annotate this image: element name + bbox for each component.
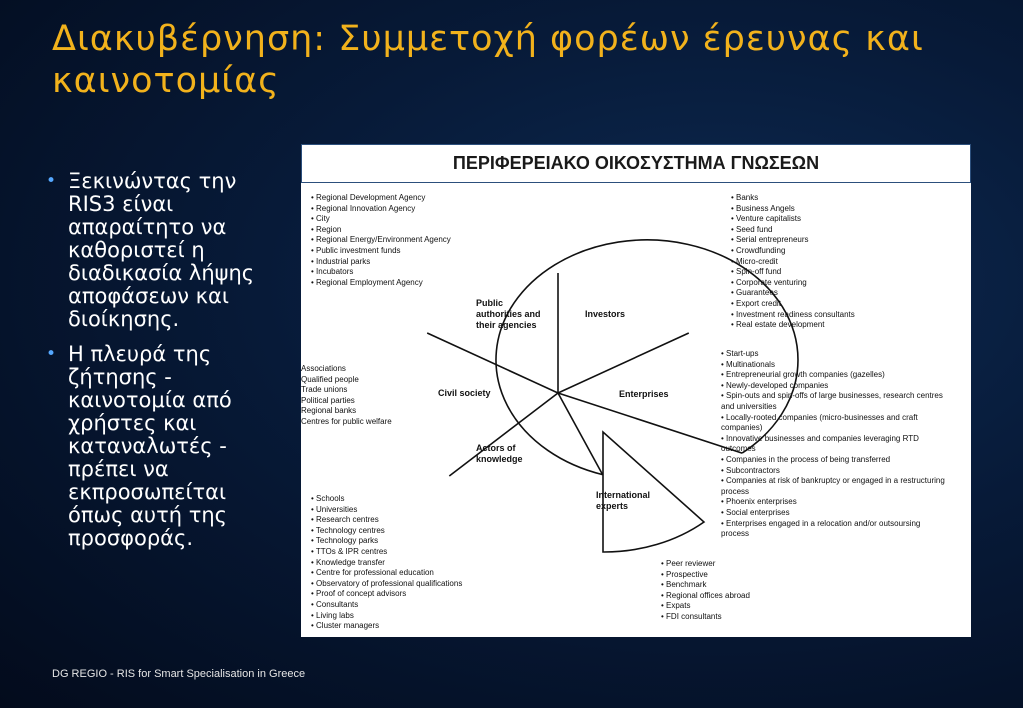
list-item: • Newly-developed companies xyxy=(721,380,829,390)
slide-footer: DG REGIO - RIS for Smart Specialisation in Greece xyxy=(52,668,306,680)
list-item: • Companies at risk of bankruptcy or engaged in a restructuring xyxy=(721,476,945,486)
list-item: • City xyxy=(311,214,330,224)
actors-of-knowledge-list xyxy=(311,494,462,632)
list-item: • Benchmark xyxy=(661,580,707,590)
segment-label-international: International xyxy=(596,490,651,500)
list-item: • Region xyxy=(311,224,342,234)
list-item: Associations xyxy=(301,364,346,373)
bullet-item xyxy=(46,343,276,550)
list-item: • Technology parks xyxy=(311,536,379,546)
bullet-dot-icon: • xyxy=(46,344,57,364)
list-item: • Incubators xyxy=(311,267,354,277)
list-item: • Spin-off fund xyxy=(731,267,782,277)
list-item: • Business Angels xyxy=(731,203,795,213)
list-item: • Social enterprises xyxy=(721,507,790,517)
list-item: Centres for public welfare xyxy=(301,416,392,426)
segment-divider xyxy=(558,333,689,393)
list-item: • Banks xyxy=(731,193,759,202)
list-item: • Enterprises engaged in a relocation and/or outsoursing xyxy=(721,518,921,528)
list-item: • Venture capitalists xyxy=(731,214,801,224)
list-item: • Regional Employment Agency xyxy=(311,277,423,287)
ecosystem-diagram xyxy=(301,144,971,637)
list-item: • Expats xyxy=(661,601,691,611)
segment-label-civil-society: Civil society xyxy=(438,388,491,398)
list-item: • Regional Innovation Agency xyxy=(311,203,416,213)
list-item: • Companies in the process of being transferred xyxy=(721,454,891,464)
list-item: • Investment readiness consultants xyxy=(731,309,855,319)
list-item: • Guarantees xyxy=(731,288,778,298)
list-item: • Regional Energy/Environment Agency xyxy=(311,235,451,245)
list-item: • Knowledge transfer xyxy=(311,557,385,567)
list-item: Trade unions xyxy=(301,385,348,395)
list-item: • TTOs & IPR centres xyxy=(311,546,388,556)
list-item: • Regional offices abroad xyxy=(661,590,750,600)
segment-divider xyxy=(427,333,558,393)
list-item: • Cluster managers xyxy=(311,621,380,631)
international-experts-list xyxy=(661,559,750,623)
list-item: • Observatory of professional qualifications xyxy=(311,578,463,588)
list-item: • Consultants xyxy=(311,599,359,609)
list-item: • Real estate development xyxy=(731,320,825,330)
enterprises-list xyxy=(721,349,945,540)
bullet-dot-icon: • xyxy=(46,171,57,191)
list-item: Political parties xyxy=(301,395,355,405)
list-item: • Peer reviewer xyxy=(661,559,716,568)
list-item: • Export credit xyxy=(731,298,781,308)
segment-label-public: their agencies xyxy=(476,320,537,330)
list-item: and universities xyxy=(721,401,777,411)
list-item: • Innovative businesses and companies leveraging RTD xyxy=(721,433,919,443)
segment-label-enterprises: Enterprises xyxy=(619,389,669,399)
list-item: outcomes xyxy=(721,444,756,454)
bullet-item xyxy=(46,170,276,331)
list-item: • Serial entrepreneurs xyxy=(731,235,809,245)
list-item: • Seed fund xyxy=(731,224,773,234)
list-item: process xyxy=(721,486,750,496)
list-item: • Public investment funds xyxy=(311,245,401,255)
list-item: • Corporate venturing xyxy=(731,277,807,287)
bullet-text: Ξεκινώντας την RIS3 είναι απαραίτητο να καθοριστεί η διαδικασία λήψης αποφάσεων και διοίκησης. xyxy=(68,169,255,331)
list-item: • Universities xyxy=(311,504,358,514)
list-item: • Start-ups xyxy=(721,349,759,358)
segment-label-international: experts xyxy=(596,501,629,511)
investors-list xyxy=(731,193,855,331)
bullet-list xyxy=(46,170,276,562)
list-item: • Technology centres xyxy=(311,525,385,535)
list-item: • Phoenix enterprises xyxy=(721,497,797,507)
list-item: Regional banks xyxy=(301,406,357,416)
list-item: • Schools xyxy=(311,494,345,503)
list-item: • Multinationals xyxy=(721,359,775,369)
list-item: • Entrepreneurial growth companies (gazelles) xyxy=(721,370,885,380)
list-item: • Micro-credit xyxy=(731,256,778,266)
list-item: • Regional Development Agency xyxy=(311,193,426,202)
public-authorities-list xyxy=(311,193,451,288)
segment-label-knowledge: knowledge xyxy=(476,454,523,464)
segment-label-investors: Investors xyxy=(585,309,626,319)
list-item: • Centre for professional education xyxy=(311,568,434,578)
list-item: • Industrial parks xyxy=(311,256,371,266)
list-item: • Crowdfunding xyxy=(731,245,786,255)
segment-label-public: Public xyxy=(476,298,504,308)
list-item: companies) xyxy=(721,423,763,433)
bullet-text: Η πλευρά της ζήτησης - καινοτομία από χρήστες και καταναλωτές - πρέπει να εκπροσωπείται όπως αυτή της προσφοράς. xyxy=(68,342,232,550)
list-item: • Research centres xyxy=(311,515,379,525)
list-item: • Proof of concept advisors xyxy=(311,589,407,599)
civil-society-list xyxy=(301,364,392,428)
list-item: process xyxy=(721,529,750,539)
segment-label-public: authorities and xyxy=(476,309,541,319)
list-item: • Spin-outs and spin-offs of large businesses, research centres xyxy=(721,391,943,401)
list-item: • Locally-rooted companies (micro-businesses and craft xyxy=(721,412,918,422)
list-item: • Living labs xyxy=(311,610,354,620)
list-item: • Subcontractors xyxy=(721,465,780,475)
diagram-header: ΠΕΡΙΦΕΡΕΙΑΚΟ ΟΙΚΟΣΥΣΤΗΜΑ ΓΝΩΣΕΩΝ xyxy=(301,144,971,183)
list-item: Qualified people xyxy=(301,374,359,384)
list-item: • FDI consultants xyxy=(661,611,722,621)
segment-label-knowledge: Actors of xyxy=(476,443,516,453)
slide-title: Διακυβέρνηση: Συμμετοχή φορέων έρευνας και καινοτομίας xyxy=(52,19,924,101)
list-item: • Prospective xyxy=(661,569,708,579)
